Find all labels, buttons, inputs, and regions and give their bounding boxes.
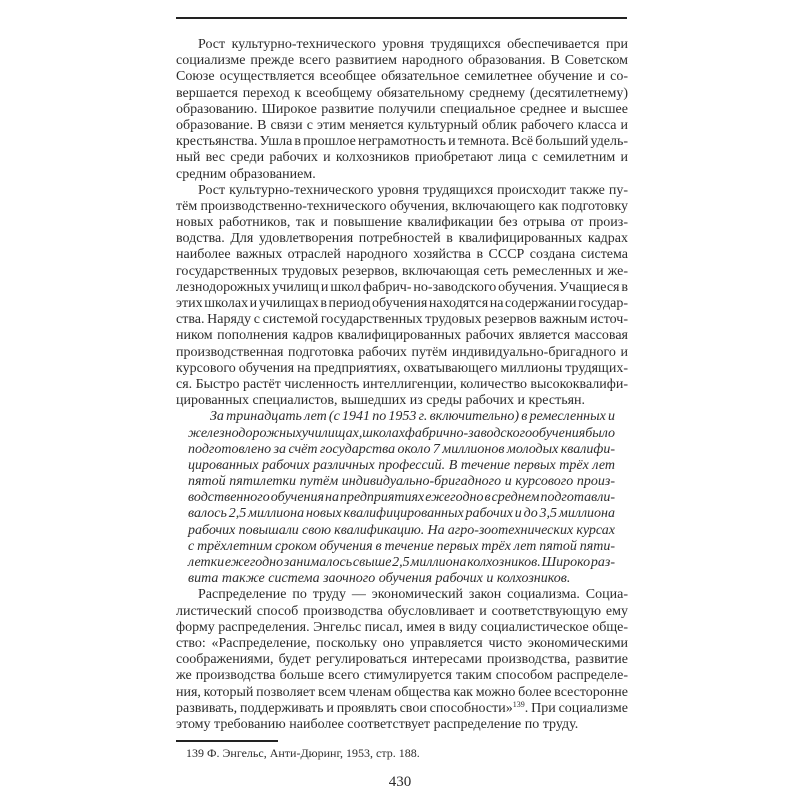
footnote: 139 Ф. Энгельс, Анти-Дюринг, 1953, стр. 188. (186, 746, 420, 760)
text-line (188, 506, 615, 522)
text-line (176, 231, 628, 247)
text-line-content: государственных трудовых резервов, включающая сеть ремесленных и же- (176, 263, 628, 279)
page-number: 430 (388, 774, 412, 790)
text-line-content: с трёхлетним сроком обучения в течение первых трёх лет пятой пяти- (188, 538, 615, 554)
text-line-content: форму распределения. Энгельс писал, имея в виду социалистическое обще- (176, 619, 628, 635)
text-line-content: ства. Наряду с системой государственных трудовых резервов важным источ- (176, 312, 628, 328)
text-line (176, 102, 628, 118)
text-line-content: наиболее важных отраслей народного хозяйства в СССР создана система (176, 247, 628, 263)
header-rule (176, 17, 627, 19)
text-line (176, 604, 628, 620)
text-line (176, 393, 628, 409)
text-line-content: рабочих повышали свою квалификацию. На агро-зоотехнических курсах (188, 522, 615, 538)
text-line-content: средним образованием. (176, 166, 316, 182)
text-line-content: цированных специалистов, вышедших из среды рабочих и крестьян. (176, 393, 586, 409)
text-line (176, 199, 628, 215)
text-line (176, 377, 628, 393)
text-line (176, 69, 628, 85)
text-line (188, 458, 615, 474)
main-text-column (176, 37, 628, 733)
text-line (188, 409, 615, 425)
text-line-content: ния, который позволяет всем членам общества как можно более всесторонне (176, 684, 628, 700)
text-line (176, 37, 628, 53)
text-line (176, 328, 628, 344)
text-line-content: Союзе осуществляется всеобщее обязательное семилетнее обучение и со- (176, 69, 628, 85)
quote-paragraph (176, 409, 628, 587)
text-line (176, 361, 628, 377)
text-segment: . При социализме (524, 700, 628, 716)
text-line (188, 474, 615, 490)
text-line (176, 620, 628, 636)
text-line-content: тём производственно-технического обучения, включающего как подготовку (176, 198, 628, 214)
text-line (188, 490, 615, 506)
text-line-content: этих школах и училищах в период обучения находятся на содержании государ- (176, 296, 628, 311)
text-line (176, 53, 628, 69)
text-line (176, 717, 628, 733)
text-line (188, 555, 615, 571)
text-line-content: водства. Для удовлетворения потребностей в квалифицированных кадрах (176, 231, 628, 247)
text-line-content: ный вес среди рабочих и колхозников приобретают лица с семилетним и (176, 150, 628, 166)
text-line (176, 167, 628, 183)
text-line-content: листический способ производства обусловливает и соответствующую ему (176, 603, 628, 619)
text-line (176, 652, 628, 668)
paragraph (176, 587, 628, 733)
footnote-rule (176, 740, 278, 742)
text-line (188, 442, 615, 458)
text-line-content: новых работников, так и повышение квалификации без отрыва от произ- (176, 215, 628, 231)
text-line (188, 523, 615, 539)
text-line (176, 668, 628, 684)
text-line-content: Рост культурно-технического уровня трудящихся обеспечивается при (198, 37, 628, 52)
text-line-content: валось 2,5 миллиона новых квалифицированных рабочих и до 3,5 миллиона (188, 506, 615, 522)
text-line (176, 86, 628, 102)
text-line-content: ся. Быстро растёт численность интеллигенции, количество высококвалифи- (176, 376, 628, 392)
text-line-content: летки ежегодно занималось свыше 2,5 миллиона колхозников. Широко раз- (188, 555, 615, 570)
text-line-content: образованию. Широкое развитие получили специальное среднее и высшее (176, 101, 628, 117)
text-line-content (176, 701, 628, 716)
text-line-content: Рост культурно-технического уровня трудящихся происходит также пу- (198, 182, 628, 198)
text-line (176, 345, 628, 361)
text-line-content: водственного обучения на предприятиях ежегодно в среднем подготавли- (188, 490, 615, 506)
text-line (176, 264, 628, 280)
text-line-content: же производства больше всего стимулируется таким способом распределе- (176, 668, 628, 684)
text-line-content: За тринадцать лет (с 1941 по 1953 г. включительно) в ремесленных и (210, 409, 615, 425)
text-line-content: образование. В связи с этим меняется культурный облик рабочего класса и (176, 117, 628, 133)
text-line (176, 183, 628, 199)
text-line-content: вита также система заочного обучения рабочих и колхозников. (188, 571, 571, 587)
text-line-content: подготовлено за счёт государства около 7 миллионов молодых квалифи- (188, 441, 615, 457)
text-line-content: социализме прежде всего развитием народного образования. В Советском (176, 53, 628, 69)
text-line-content: ство: «Распределение, поскольку оно управляется чисто экономическими (176, 635, 628, 651)
text-line (176, 685, 628, 701)
text-line (188, 571, 615, 587)
text-line (176, 636, 628, 652)
text-line-content: ником пополнения кадров квалифицированных рабочих является массовая (176, 328, 628, 344)
text-line-content: цированных рабочих различных профессий. В течение первых трёх лет (188, 457, 615, 473)
text-line (176, 118, 628, 134)
text-line (176, 280, 628, 296)
text-line (176, 312, 628, 328)
text-line-content: этому требованию наиболее соответствует распределение по труду. (176, 716, 579, 732)
text-line (188, 426, 615, 442)
paragraph (176, 183, 628, 410)
text-line-content: пятой пятилетки путём индивидуально-бригадного и курсового произ- (188, 474, 615, 490)
text-line-content: вершается переход к всеобщему обязательному среднему (десятилетнему) (176, 85, 628, 101)
text-line-content: крестьянства. Ушла в прошлое неграмотность и темнота. Всё больший удель- (176, 134, 628, 150)
text-line-content: Распределение по труду — экономический закон социализма. Социа- (198, 587, 628, 603)
text-line (176, 247, 628, 263)
text-segment: развивать, поддерживать и проявлять свои способности» (176, 700, 513, 716)
text-line (176, 215, 628, 231)
text-line (176, 701, 628, 717)
text-line (176, 134, 628, 150)
text-line-content: железнодорожных училищах, школах фабрично-заводского обучения было (188, 425, 615, 441)
text-line-content: курсового обучения на предприятиях, охватывающего миллионы трудящих- (176, 360, 628, 376)
text-line (188, 539, 615, 555)
text-line-content: производственная подготовка рабочих путём индивидуально-бригадного и (176, 344, 628, 360)
footnote-reference[interactable]: 139 (512, 699, 525, 709)
paragraph (176, 37, 628, 183)
text-line-content: соображениями, будет регулироваться интересами производства, развитие (176, 652, 628, 668)
text-line (176, 587, 628, 603)
text-line (176, 150, 628, 166)
text-line-content: лезнодорожных училищ и школ фабрич- но-заводского обучения. Учащиеся в (176, 279, 628, 295)
text-line (176, 296, 628, 312)
